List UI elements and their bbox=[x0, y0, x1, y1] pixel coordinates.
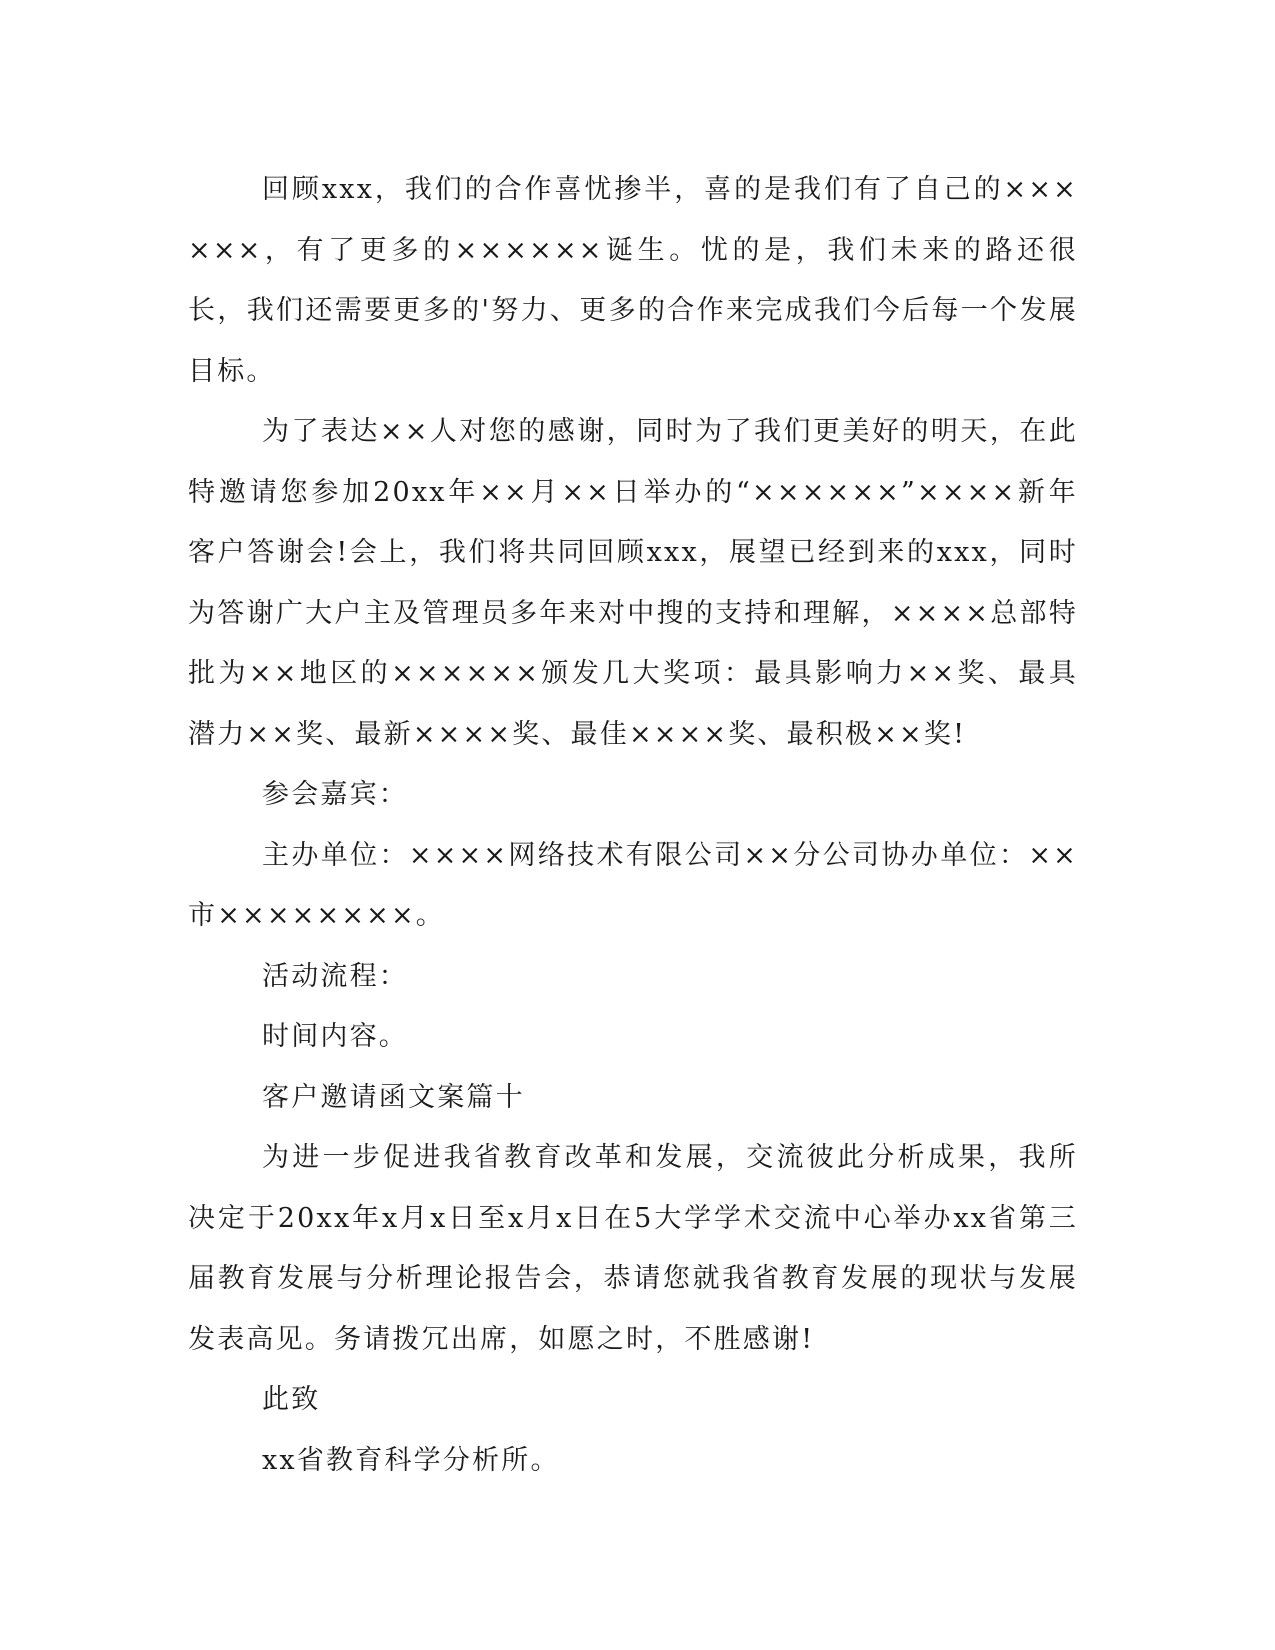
paragraph-signature: xx省教育科学分析所。 bbox=[262, 1444, 560, 1476]
paragraph-guests-heading: 参会嘉宾： bbox=[262, 779, 408, 810]
paragraph-conference-invitation: 为进一步促进我省教育改革和发展，交流彼此分析成果，我所决定于20xx年x月x日至x月x日在5大学学术交流中心举办xx省第三届教育发展与分析理论报告会，恭请您就我省教育发展的现状与发展发表高见。务请拨冗出席，如愿之时，不胜感谢! bbox=[188, 1142, 1078, 1355]
paragraph-invitation: 为了表达××人对您的感谢，同时为了我们更美好的明天，在此特邀请您参加20xx年××月××日举办的“××××××”××××新年客户答谢会!会上，我们将共同回顾xxx，展望已经到来的xxx，同时为答谢广大户主及管理员多年来对中搜的支持和理解，××××总部特批为××地区的××××××颁发几大奖项：最具影响力××奖、最具潜力××奖、最新××××奖、最佳××××奖、最积极××奖! bbox=[188, 416, 1078, 750]
paragraph-organizers: 主办单位：××××网络技术有限公司××分公司协办单位：××市××××××××。 bbox=[188, 839, 1078, 931]
section-title: 客户邀请函文案篇十 bbox=[262, 1081, 525, 1113]
paragraph-review: 回顾xxx，我们的合作喜忧掺半，喜的是我们有了自己的××××××，有了更多的××××××诞生。忧的是，我们未来的路还很长，我们还需要更多的'努力、更多的合作来完成我们今后每一个发展目标。 bbox=[188, 174, 1078, 387]
paragraph-schedule-heading: 活动流程： bbox=[262, 960, 408, 992]
document-body bbox=[188, 160, 1078, 1491]
paragraph-salutation: 此致 bbox=[262, 1384, 321, 1415]
paragraph-time-content: 时间内容。 bbox=[262, 1021, 408, 1052]
